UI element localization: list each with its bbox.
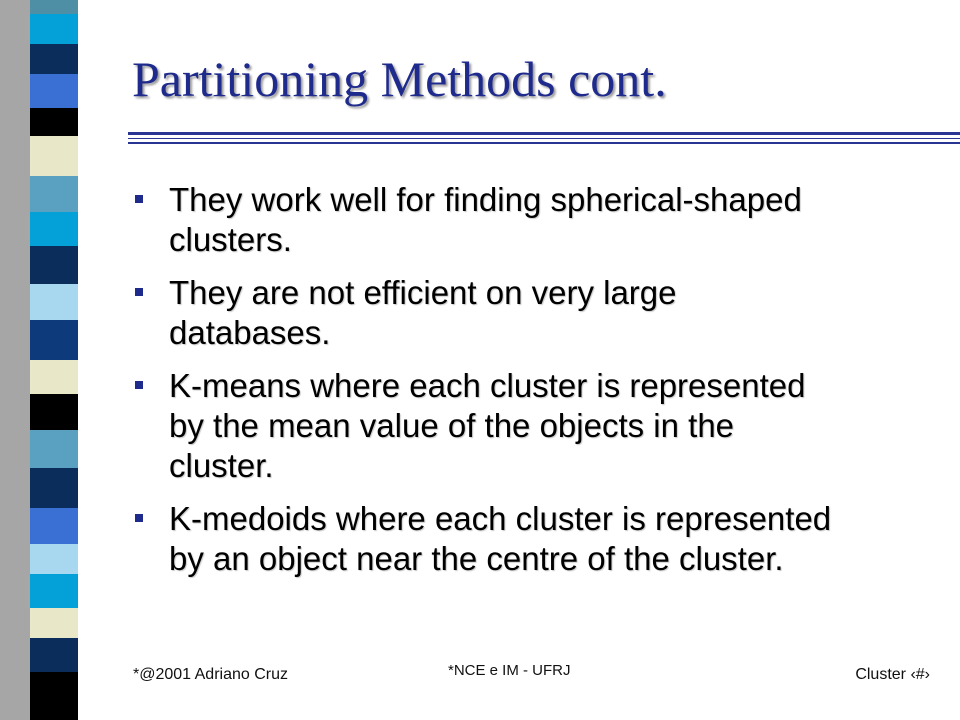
strip-block <box>30 320 78 360</box>
bullet-item <box>133 499 933 579</box>
strip-block <box>30 212 78 246</box>
title-rule-top <box>128 132 960 135</box>
strip-block <box>30 468 78 508</box>
strip-block <box>30 574 78 608</box>
bullet-text-line: databases. <box>169 314 331 351</box>
footer-institution: *NCE e IM - UFRJ <box>448 662 571 679</box>
strip-block <box>30 394 78 430</box>
bullet-text-line: cluster. <box>169 447 274 484</box>
bullet-list <box>133 180 933 592</box>
decorative-color-strip <box>30 0 78 720</box>
bullet-item <box>133 366 933 486</box>
strip-block <box>30 430 78 468</box>
strip-block <box>30 44 78 74</box>
bullet-text-line: clusters. <box>169 221 292 258</box>
bullet-text-line: They are not efficient on very large <box>169 274 677 311</box>
title-rule-middle <box>128 138 960 139</box>
bullet-text-line: by the mean value of the objects in the <box>169 407 735 444</box>
footer-author: *@2001 Adriano Cruz <box>133 666 288 683</box>
decorative-strip-gray <box>0 0 30 720</box>
bullet-text-line: They work well for finding spherical-shaped <box>169 181 802 218</box>
strip-block <box>30 544 78 574</box>
bullet-text-line: K-medoids where each cluster is represented <box>169 500 832 537</box>
bullet-item <box>133 273 933 353</box>
strip-block <box>30 0 78 14</box>
footer-page-number: Cluster ‹#› <box>855 666 930 683</box>
strip-block <box>30 108 78 136</box>
square-bullet-icon <box>135 288 143 296</box>
strip-block <box>30 74 78 108</box>
strip-block <box>30 360 78 394</box>
square-bullet-icon <box>135 514 143 522</box>
square-bullet-icon <box>135 195 143 203</box>
strip-block <box>30 638 78 672</box>
strip-block <box>30 508 78 544</box>
title-rule-bottom <box>128 142 960 144</box>
slide-title: Partitioning Methods cont. <box>132 51 667 107</box>
strip-block <box>30 136 78 176</box>
strip-block <box>30 284 78 320</box>
bullet-item <box>133 180 933 260</box>
strip-block <box>30 14 78 44</box>
strip-block <box>30 246 78 284</box>
strip-block <box>30 608 78 638</box>
square-bullet-icon <box>135 381 143 389</box>
bullet-text-line: by an object near the centre of the cluster. <box>169 540 784 577</box>
strip-block <box>30 176 78 212</box>
strip-block <box>30 672 78 720</box>
bullet-text-line: K-means where each cluster is represented <box>169 367 806 404</box>
